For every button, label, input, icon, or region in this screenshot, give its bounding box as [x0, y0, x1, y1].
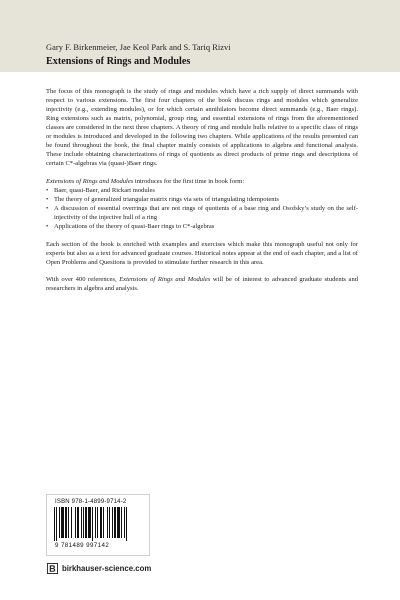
barcode-bar	[71, 507, 72, 538]
barcode-bar	[124, 507, 125, 538]
barcode-bar	[92, 507, 93, 541]
barcode-bar	[75, 507, 76, 538]
barcode-bar	[95, 507, 96, 538]
barcode-bar	[117, 507, 120, 538]
barcode-bar	[54, 507, 55, 541]
topics-intro-title: Extensions of Rings and Modules	[46, 177, 134, 185]
book-title: Extensions of Rings and Modules	[46, 56, 191, 67]
barcode-bar	[103, 507, 104, 538]
barcode-bar	[61, 507, 64, 538]
closing-title: Extensions of Rings and Modules	[119, 276, 211, 284]
barcode-bar	[109, 507, 110, 538]
barcode-bar	[59, 507, 60, 538]
topic-item: • Applications of the theory of quasi-Baer rings to C*-algebras	[54, 222, 358, 231]
barcode-bar	[81, 507, 82, 538]
barcode-bar	[100, 507, 102, 538]
section-paragraph: Each section of the book is enriched with examples and exercises which make this monograph useful not only for experts but also as a text for advanced graduate courses. Historical notes appear at the end of each chapter, and a list of Open Problems and Questions is provided to stimulate further research in this area.	[46, 240, 358, 266]
closing-pre: With over 400 references,	[46, 276, 120, 284]
birkhauser-b-icon	[47, 563, 58, 574]
authors-line: Gary F. Birkenmeier, Jae Keol Park and S. Tariq Rizvi	[46, 43, 231, 52]
barcode-bar	[126, 507, 127, 541]
barcode-bar	[121, 507, 122, 538]
topics-intro-rest: introduces for the first time in book form:	[133, 177, 245, 185]
description-text	[46, 87, 358, 302]
barcode-digits: 9 781489 997142	[55, 542, 110, 549]
topics-intro	[46, 177, 358, 186]
barcode-bar	[112, 507, 113, 538]
barcode-bar	[56, 507, 57, 541]
barcode-bar	[65, 507, 67, 538]
closing-paragraph	[46, 275, 358, 293]
barcode-bar	[68, 507, 69, 538]
publisher-website[interactable]: birkhauser-science.com	[62, 563, 152, 573]
topic-item: • Baer, quasi-Baer, and Rickart modules	[54, 186, 358, 195]
topic-item: • A discussion of essential overrings that are not rings of quotients of a base ring and Osofsky’s study on the self-injectivity of the injective hull of a ring	[54, 204, 358, 222]
barcode-bar	[114, 507, 116, 538]
barcode-bar	[97, 507, 98, 538]
topics-list	[46, 186, 358, 231]
barcode-icon	[52, 507, 144, 541]
barcode-bar	[77, 507, 79, 538]
topic-item: • The theory of generalized triangular matrix rings via sets of triangulating idempotents	[54, 195, 358, 204]
barcode-box	[46, 494, 150, 556]
closing-post: will be of interest to advanced graduate students and researchers in algebra and analysis.	[46, 276, 359, 293]
barcode-bar	[107, 507, 108, 538]
intro-paragraph: The focus of this monograph is the study of rings and modules which have a rich supply of direct summands with respect to various extensions. The first four chapters of the book discuss rings and modules which generalize injectivity (e.g., extending modules), or for which certain annihilators become direct summands (e.g., Baer rings). Ring extensions such as matrix, polynomial, group ring, and essential extensions of rings from the aforementioned classes are considered in the next three chapters. A theory of ring and module hulls relative to a specific class of rings or modules is introduced and developed in the following two chapters. While applications of the results presented can be found throughout the book, the final chapter mainly consists of applications to algebra and functional analysis. These include obtaining characterizations of rings of quotients as direct products of prime rings and descriptions of certain C*-algebras via (quasi-)Baer rings.	[46, 88, 358, 168]
publisher-logo	[47, 562, 151, 574]
barcode-bar	[85, 507, 87, 538]
barcode-bar	[88, 507, 91, 538]
isbn-label: ISBN 978-1-4899-9714-2	[55, 499, 127, 505]
barcode-bar	[83, 507, 84, 538]
